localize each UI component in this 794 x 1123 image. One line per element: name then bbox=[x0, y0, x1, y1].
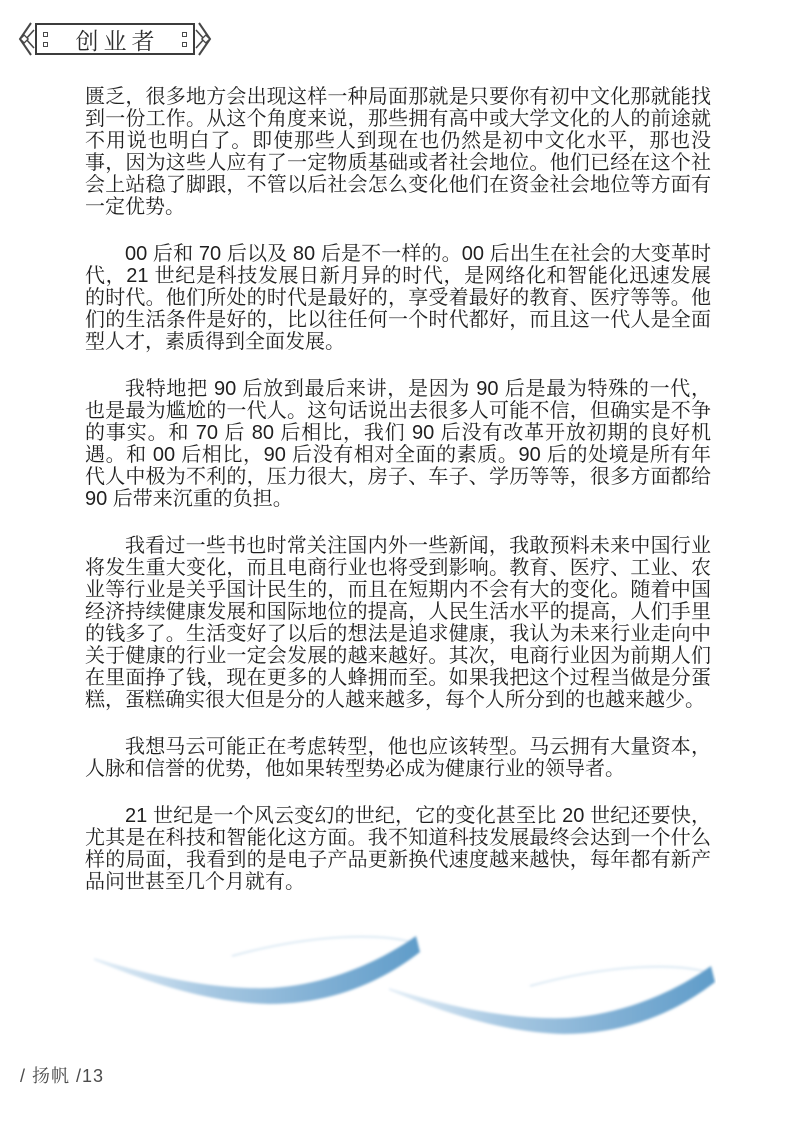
paragraph-5: 我想马云可能正在考虑转型，他也应该转型。马云拥有大量资本，人脉和信誉的优势，他如果转型势必成为健康行业的领导者。 bbox=[85, 736, 711, 780]
article-body bbox=[85, 86, 711, 893]
banner-right-ornament-icon bbox=[195, 21, 212, 57]
paragraph-4: 我看过一些书也时常关注国内外一些新闻，我敢预料未来中国行业将发生重大变化，而且电商行业也将受到影响。教育、医疗、工业、农业等行业是关乎国计民生的，而且在短期内不会有大的变化。随着中国经济持续健康发展和国际地位的提高，人民生活水平的提高，人们手里的钱多了。生活变好了以后的想法是追求健康，我认为未来行业走向中关于健康的行业一定会发展的越来越好。其次，电商行业因为前期人们在里面挣了钱，现在更多的人蜂拥而至。如果我把这个过程当做是分蛋糕，蛋糕确实很大但是分的人越来越多，每个人所分到的也越来越少。 bbox=[85, 535, 711, 711]
wave-stroke-right bbox=[389, 966, 715, 1034]
paragraph-6: 21 世纪是一个风云变幻的世纪，它的变化甚至比 20 世纪还要快，尤其是在科技和智能化这方面。我不知道科技发展最终会达到一个什么样的局面，我看到的是电子产品更新换代速度越来越快，每年都有新产品问世甚至几个月就有。 bbox=[85, 805, 711, 893]
wave-outline-right bbox=[530, 967, 713, 986]
section-banner bbox=[18, 21, 212, 57]
page-title: 创业者 bbox=[75, 27, 160, 54]
banner-right-squares-icon bbox=[182, 32, 187, 47]
banner-left-ornament-icon bbox=[18, 21, 35, 57]
paragraph-1: 匮乏，很多地方会出现这样一种局面那就是只要你有初中文化那就能找到一份工作。从这个角度来说，那些拥有高中或大学文化的人的前途就不用说也明白了。即使那些人到现在也仍然是初中文化水平，那也没事，因为这些人应有了一定物质基础或者社会地位。他们已经在这个社会上站稳了脚跟，不管以后社会怎么变化他们在资金社会地位等方面有一定优势。 bbox=[85, 86, 711, 218]
paragraph-3: 我特地把 90 后放到最后来讲，是因为 90 后是最为特殊的一代，也是最为尴尬的一代人。这句话说出去很多人可能不信，但确实是不争的事实。和 70 后 80 后相比，我们 90 后没有改革开放初期的良好机遇。和 00 后相比，90 后没有相对全面的素质。90 后的处境是所有年代人中极为不利的，压力很大，房子、车子、学历等等，很多方面都给 90 后带来沉重的负担。 bbox=[85, 378, 711, 510]
banner-frame bbox=[35, 23, 195, 55]
paragraph-2: 00 后和 70 后以及 80 后是不一样的。00 后出生在社会的大变革时代，21 世纪是科技发展日新月异的时代，是网络化和智能化迅速发展的时代。他们所处的时代是最好的，享受着最好的教育、医疗等等。他们的生活条件是好的，比以往任何一个时代都好，而且这一代人是全面型人才，素质得到全面发展。 bbox=[85, 243, 711, 353]
wave-stroke-left bbox=[94, 936, 420, 1004]
wave-brush-decoration bbox=[82, 926, 716, 1038]
page-number-label: / 扬帆 /13 bbox=[20, 1066, 105, 1086]
wave-outline-left bbox=[232, 937, 418, 956]
page-footer bbox=[20, 1062, 104, 1088]
